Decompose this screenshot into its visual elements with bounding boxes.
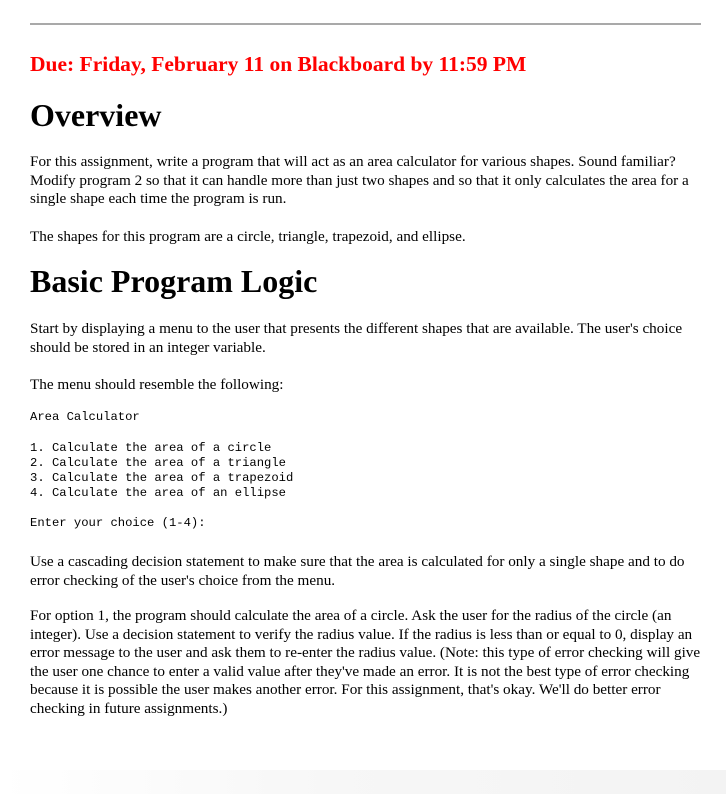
overview-heading: Overview xyxy=(30,97,162,133)
intro-paragraph: For this assignment, write a program that will act as an area calculator for various shapes. Sound familiar? Modify program 2 so that it can handle more than just two shapes and so that it only calculates the area for a single shape each time the program is run. xyxy=(30,153,689,207)
menu-intro-paragraph: The menu should resemble the following: xyxy=(30,376,284,393)
menu-title: Area Calculator xyxy=(30,410,140,424)
menu-option: 1. Calculate the area of a circle xyxy=(30,441,272,455)
menu-prompt: Enter your choice (1-4): xyxy=(30,516,206,530)
cascade-paragraph: Use a cascading decision statement to make sure that the area is calculated for only a single shape and to do error checking of the user's choice from the menu. xyxy=(30,553,685,589)
start-paragraph: Start by displaying a menu to the user that presents the different shapes that are available. The user's choice should be stored in an integer variable. xyxy=(30,320,683,356)
basic-program-logic-heading: Basic Program Logic xyxy=(30,263,318,299)
top-divider xyxy=(30,23,701,25)
shapes-paragraph: The shapes for this program are a circle, triangle, trapezoid, and ellipse. xyxy=(30,228,466,245)
bottom-shadow xyxy=(0,770,726,794)
menu-option: 3. Calculate the area of a trapezoid xyxy=(30,471,294,485)
menu-option: 2. Calculate the area of a triangle xyxy=(30,456,286,470)
due-date-notice: Due: Friday, February 11 on Blackboard by 11:59 PM xyxy=(30,52,527,76)
option1-paragraph: For option 1, the program should calculate the area of a circle. Ask the user for the radius of the circle (an integer). Use a decision statement to verify the radius value. If the radius is less than or equal to 0, display an error message to the user and ask them to re-enter the radius value. (Note: this type of error checking will give the user one chance to enter a valid value after they've made an error. It is not the best type of error checking because it is possible the user makes another error. For this assignment, that's okay. We'll do better error checking in future assignments.) xyxy=(30,607,701,717)
menu-option: 4. Calculate the area of an ellipse xyxy=(30,486,286,500)
menu-options-list xyxy=(30,441,293,501)
